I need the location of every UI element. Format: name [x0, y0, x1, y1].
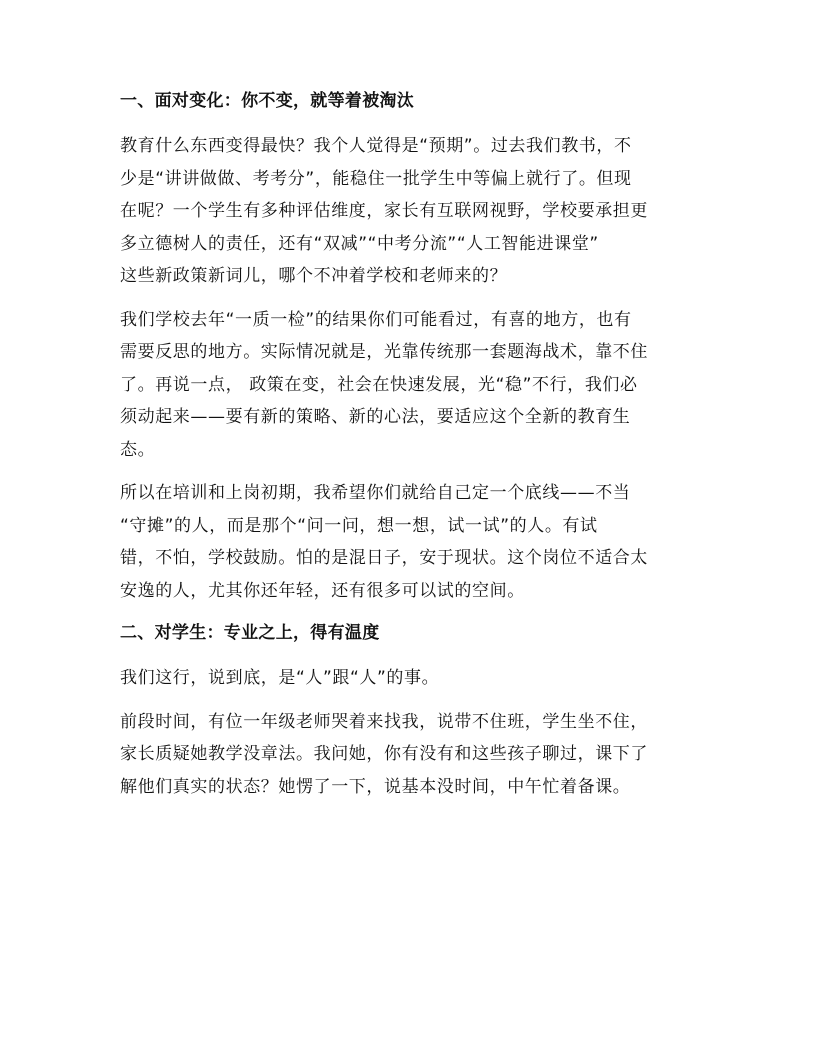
- text-line: 态。: [120, 439, 156, 460]
- section-2: [120, 618, 700, 803]
- text-line: 错，不怕，学校鼓励。怕的是混日子，安于现状。这个岗位不适合太: [120, 548, 648, 568]
- section-heading: 二、对学生：专业之上，得有温度: [120, 623, 380, 643]
- text-line: “守摊”的人，而是那个“问一问，想一想，试一试”的人。有试: [120, 515, 598, 536]
- paragraph: [120, 304, 700, 467]
- paragraph: [120, 130, 700, 293]
- text-line: 前段时间，有位一年级老师哭着来找我，说带不住班，学生坐不住，: [120, 711, 648, 732]
- text-line: 了。再说一点， 政策在变，社会在快速发展，光“稳”不行，我们必: [120, 374, 638, 395]
- paragraph: [120, 706, 700, 804]
- section-1: [120, 86, 700, 607]
- text-line: 在呢？一个学生有多种评估维度，家长有互联网视野，学校要承担更: [120, 201, 648, 221]
- text-line: 解他们真实的状态？她愣了一下，说基本没时间，中午忙着备课。: [120, 776, 631, 797]
- paragraph: [120, 662, 700, 695]
- text-line: 所以在培训和上岗初期，我希望你们就给自己定一个底线——不当: [120, 483, 631, 503]
- text-line: 这些新政策新词儿，哪个不冲着学校和老师来的？: [120, 266, 508, 286]
- text-line: 须动起来——要有新的策略、新的心法，要适应这个全新的教育生: [120, 407, 631, 427]
- document-page: [120, 86, 700, 814]
- text-line: 多立德树人的责任，还有“双减”“中考分流”“人工智能进课堂”: [120, 233, 599, 254]
- text-line: 教育什么东西变得最快？我个人觉得是“预期”。过去我们教书，不: [120, 136, 632, 156]
- text-line: 需要反思的地方。实际情况就是，光靠传统那一套题海战术，靠不住: [120, 342, 648, 362]
- text-line: 我们这行，说到底，是“人”跟“人”的事。: [120, 668, 440, 688]
- text-line: 安逸的人，尤其你还年轻，还有很多可以试的空间。: [120, 580, 525, 601]
- text-line: 我们学校去年“一质一检”的结果你们可能看过，有喜的地方，也有: [120, 309, 632, 330]
- text-line: 少是“讲讲做做、考考分”，能稳住一批学生中等偏上就行了。但现: [120, 168, 632, 189]
- text-line: 家长质疑她教学没章法。我问她，你有没有和这些孩子聊过，课下了: [120, 744, 648, 764]
- section-heading: 一、面对变化：你不变，就等着被淘汰: [120, 91, 415, 111]
- paragraph: [120, 477, 700, 607]
